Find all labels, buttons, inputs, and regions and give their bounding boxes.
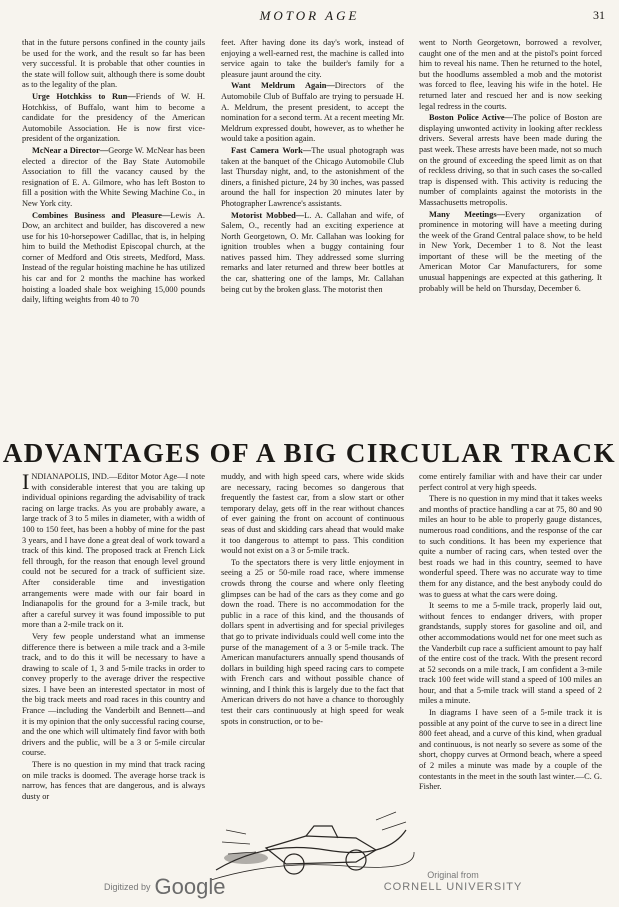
paragraph-heading: McNear a Director— bbox=[32, 145, 109, 155]
news-paragraph bbox=[221, 38, 404, 80]
article-paragraph: Very few people understand what an immense difference there is between a mile track and a 3-mile track, and to do this it will be necessary to have a drawing to scale of 1, 3 and 5-mile tracks in order to convey properly to the average driver the respective sizes. I have been an interested spectator in most of the big track meets and road races in this country and France —including the Vanderbilt and Bennett—and it is my opinion that the only successful racing course, and the one which will ultimately find favor with both drivers and the public, will be a 3 or 5-mile circular course. bbox=[22, 631, 205, 758]
news-paragraph bbox=[221, 146, 404, 210]
paragraph-heading: Boston Police Active— bbox=[429, 113, 514, 123]
article-paragraph: muddy, and with high speed cars, where wide skids are necessary, racing becomes so dangerous that frequently the fastest car, from a slow start or other temporary delay, gets off in the rear without chances of ever gaining the front on account of continuous seas of dust and skidding cars ahead that would make it too dangerous to attempt to pass. This condition would not exist on a 3 or 5-mile track. bbox=[221, 472, 404, 556]
paragraph-heading: Many Meetings— bbox=[429, 209, 506, 219]
digitized-watermark bbox=[104, 874, 225, 898]
source-watermark bbox=[378, 870, 528, 893]
drop-cap: I bbox=[22, 472, 30, 494]
article-headline: ADVANTAGES OF A BIG CIRCULAR TRACK bbox=[2, 438, 617, 468]
news-paragraph bbox=[419, 113, 602, 208]
news-paragraph bbox=[419, 38, 602, 112]
paragraph-text: Directors of the Automobile Club of Buffalo are trying to persuade H. A. Meldrum, the present president, to accept the nomination for a second term. At a recent meeting Mr. Meldrum expressed doubt, however, as to whether he would take a position again. bbox=[221, 81, 404, 144]
news-paragraph bbox=[22, 38, 205, 91]
paragraph-text: that in the future persons confined in the county jails be used for the work, and the result so far has been very successful. It is probable that other counties in the state will follow suit, although there is some doubt as to the legality of the plan. bbox=[22, 38, 205, 90]
paragraph-text: went to North Georgetown, borrowed a revolver, caught one of the men and at the pistol's point forced him to reveal his name. Then he returned to the hotel, but the hoodlums assembled a mob and the motorist was forced to flee, leaving his wife in the hotel. He returned later and rescued her and is now seeking legal redress in the courts. bbox=[419, 38, 602, 111]
paragraph-text: NDIANAPOLIS, IND.—Editor Motor Age—I note with considerable interest that you are taking up individual opinions regarding the advisability of track racing on large tracks. As you are probably aware, a large track of 3 to 5 miles in diameter, with a width of 100 to 150 feet, has been a hobby of mine for the past 3 years, and I have done a great deal of work toward a track of this kind. The proposed track at French Lick fell through, for the reason that enough level ground could not be secured for a track of sufficient size. After considerable time and investigation arrangements were made with our fair board in Indianapolis for the ground for a 3-mile track, but after a careful survey it was found impossible to put more than a 2-mile track on it. bbox=[22, 472, 205, 630]
paragraph-heading: Want Meldrum Again— bbox=[231, 81, 335, 91]
article-paragraph: There is no question in my mind that track racing on mile tracks is doomed. The average horse track is narrow, has fences that are dangerous, and is always dusty or bbox=[22, 760, 205, 801]
article-column-1 bbox=[22, 472, 205, 852]
news-column-1 bbox=[22, 38, 205, 434]
news-column-2 bbox=[221, 38, 404, 434]
article-column-2 bbox=[221, 472, 404, 802]
university-name: CORNELL UNIVERSITY bbox=[383, 881, 523, 893]
article-paragraph: come entirely familiar with and have their car under perfect control at very high speeds. bbox=[419, 472, 602, 492]
article-paragraph bbox=[22, 472, 205, 631]
news-column-3 bbox=[419, 38, 602, 434]
paragraph-heading: Combines Business and Pleasure— bbox=[32, 210, 171, 220]
news-paragraph bbox=[22, 146, 205, 210]
paragraph-text: feet. After having done its day's work, instead of enjoying a well-earned rest, the machine is called into service again to take the builder's family for a pleasure jaunt around the city. bbox=[221, 38, 404, 79]
news-paragraph bbox=[22, 211, 205, 306]
paragraph-text: Every organization of prominence in motoring will have a meeting during the week of the Grand Central palace show, to be held in New York, December 1 to 8. Not the least important of these will be the meeting of the American Motor Car Manufacturers, for some unusual happenings are expected at this gathering. It probably will be held on Thursday, December 6. bbox=[419, 209, 602, 293]
running-title: MOTOR AGE bbox=[259, 8, 360, 23]
article-paragraph: It seems to me a 5-mile track, properly laid out, without fences to endanger drivers, with proper grandstands, supply stores for gasoline and oil, and other accommodations would net for one meet such as the Vanderbilt cup race a sufficient amount to pay half of the entire cost of the track. With the present record at 52 seconds on a mile track, I am confident a 3-mile track 100 feet wide will stand a speed of 100 miles an hour, and that a 5-mile track will stand a speed of 2 miles a minute. bbox=[419, 601, 602, 706]
google-wordmark: Google bbox=[154, 874, 226, 899]
page-number: 31 bbox=[593, 8, 605, 22]
paragraph-text: Lewis A. Dow, an architect and builder, has discovered a new use for his 10-horsepower Cadillac, that is, in helping him to build the Methodist Episcopal church, at the corner of Medford and Otis streets, Medford, Mass. Instead of the regular hoisting machine he has utilized his car and for 2 months the machine has worked hoisting a loaded shale box weighing 15,000 pounds daily, lifting weights from 40 to 70 bbox=[22, 210, 205, 305]
news-paragraph bbox=[221, 211, 404, 296]
paragraph-text: L. A. Callahan and wife, of Salem, O., recently had an exciting experience at North Georgetown, O. Mr. Callahan was looking for ignition troubles when a buggy containing four natives passed him. They addressed some slurring remarks and later returned and threw beer bottles at the car, shattering one of the lamps, Mr. Callahan being cut by the broken glass. The motorist then bbox=[221, 210, 404, 294]
news-paragraph bbox=[221, 81, 404, 145]
paragraph-text: Friends of W. H. Hotchkiss, of Buffalo, want him to become a candidate for the presidency of the American Automobile Association. He is now first vice-president of the organization. bbox=[22, 91, 205, 144]
article-column-3 bbox=[419, 472, 602, 852]
paragraph-heading: Fast Camera Work— bbox=[231, 145, 312, 155]
news-paragraph bbox=[22, 92, 205, 145]
paragraph-text: The usual photograph was taken at the banquet of the Chicago Automobile Club last Thursday night, and, to the astonishment of the diners, a finished picture, 24 by 30 inches, was passed around the hall for inspection 20 minutes later by Photographer Lawrence's assistants. bbox=[221, 145, 404, 208]
article-paragraph: In diagrams I have seen of a 5-mile track it is possible at any point of the curve to see in a direct line 800 feet ahead, and a curve of this kind, when gradual and continuous, is not nearly so severe as some of the short, choppy curves at Ormond beach, where a speed of 2 miles a minute was made by a couple of the contestants in the meet in the south last winter.—C. G. Fisher. bbox=[419, 708, 602, 792]
paragraph-heading: Urge Hotchkiss to Run— bbox=[32, 91, 136, 101]
article-paragraph: There is no question in my mind that it takes weeks and months of practice handling a car at 75, 80 and 90 miles an hour to be able to properly gauge distances, numerous road conditions, and the response of the car to such conditions. It has been my experience that quite a number of racing cars, when tested over the best roads we had in this country, seemed to have wonderful speed. There was no accurate way to time them for any distance, and the best anybody could do was to guess at what the cars were doing. bbox=[419, 494, 602, 599]
paragraph-heading: Motorist Mobbed— bbox=[231, 210, 305, 220]
paragraph-text: The police of Boston are displaying unwonted activity in looking after reckless drivers. Several arrests have been made during the past week. These arrests have been made, not so much on the ground of exceeding the speed limit as on that of reckless driving, so that in such cases the so-called trap is dispensed with. This activity is reducing the number of complaints against the motorists in the Massachusetts metropolis. bbox=[419, 113, 602, 207]
paragraph-text: George W. McNear has been elected a director of the Bay State Automobile Association to fill the vacancy caused by the resignation of E. A. Gilmore, who has left Boston to fill a position with the White Sewing Machine Co., in New York city. bbox=[22, 145, 205, 208]
digitized-label: Digitized by bbox=[104, 882, 151, 892]
news-paragraph bbox=[419, 210, 602, 295]
original-from-label: Original from bbox=[427, 870, 479, 880]
article-paragraph: To the spectators there is very little enjoyment in seeing a 25 or 50-mile road race, where immense crowds throng the course and where only fleeting glimpses can be had of the cars as they come and go down the road. There is no accommodation for the public in a race of this kind, and the thousands of dollars spent in advertising and for special privileges that go to private individuals could well come into the purse of the management of a 3 or 5-mile track. The American manufacturers annually spend thousands of dollars in building high speed racing cars to compete with French cars and without possible chance of winning, and I think this is largely due to the fact that American drivers do not have a chance to thoroughly test their cars continuously at high speed for weak spots in construction, or to be- bbox=[221, 557, 404, 726]
